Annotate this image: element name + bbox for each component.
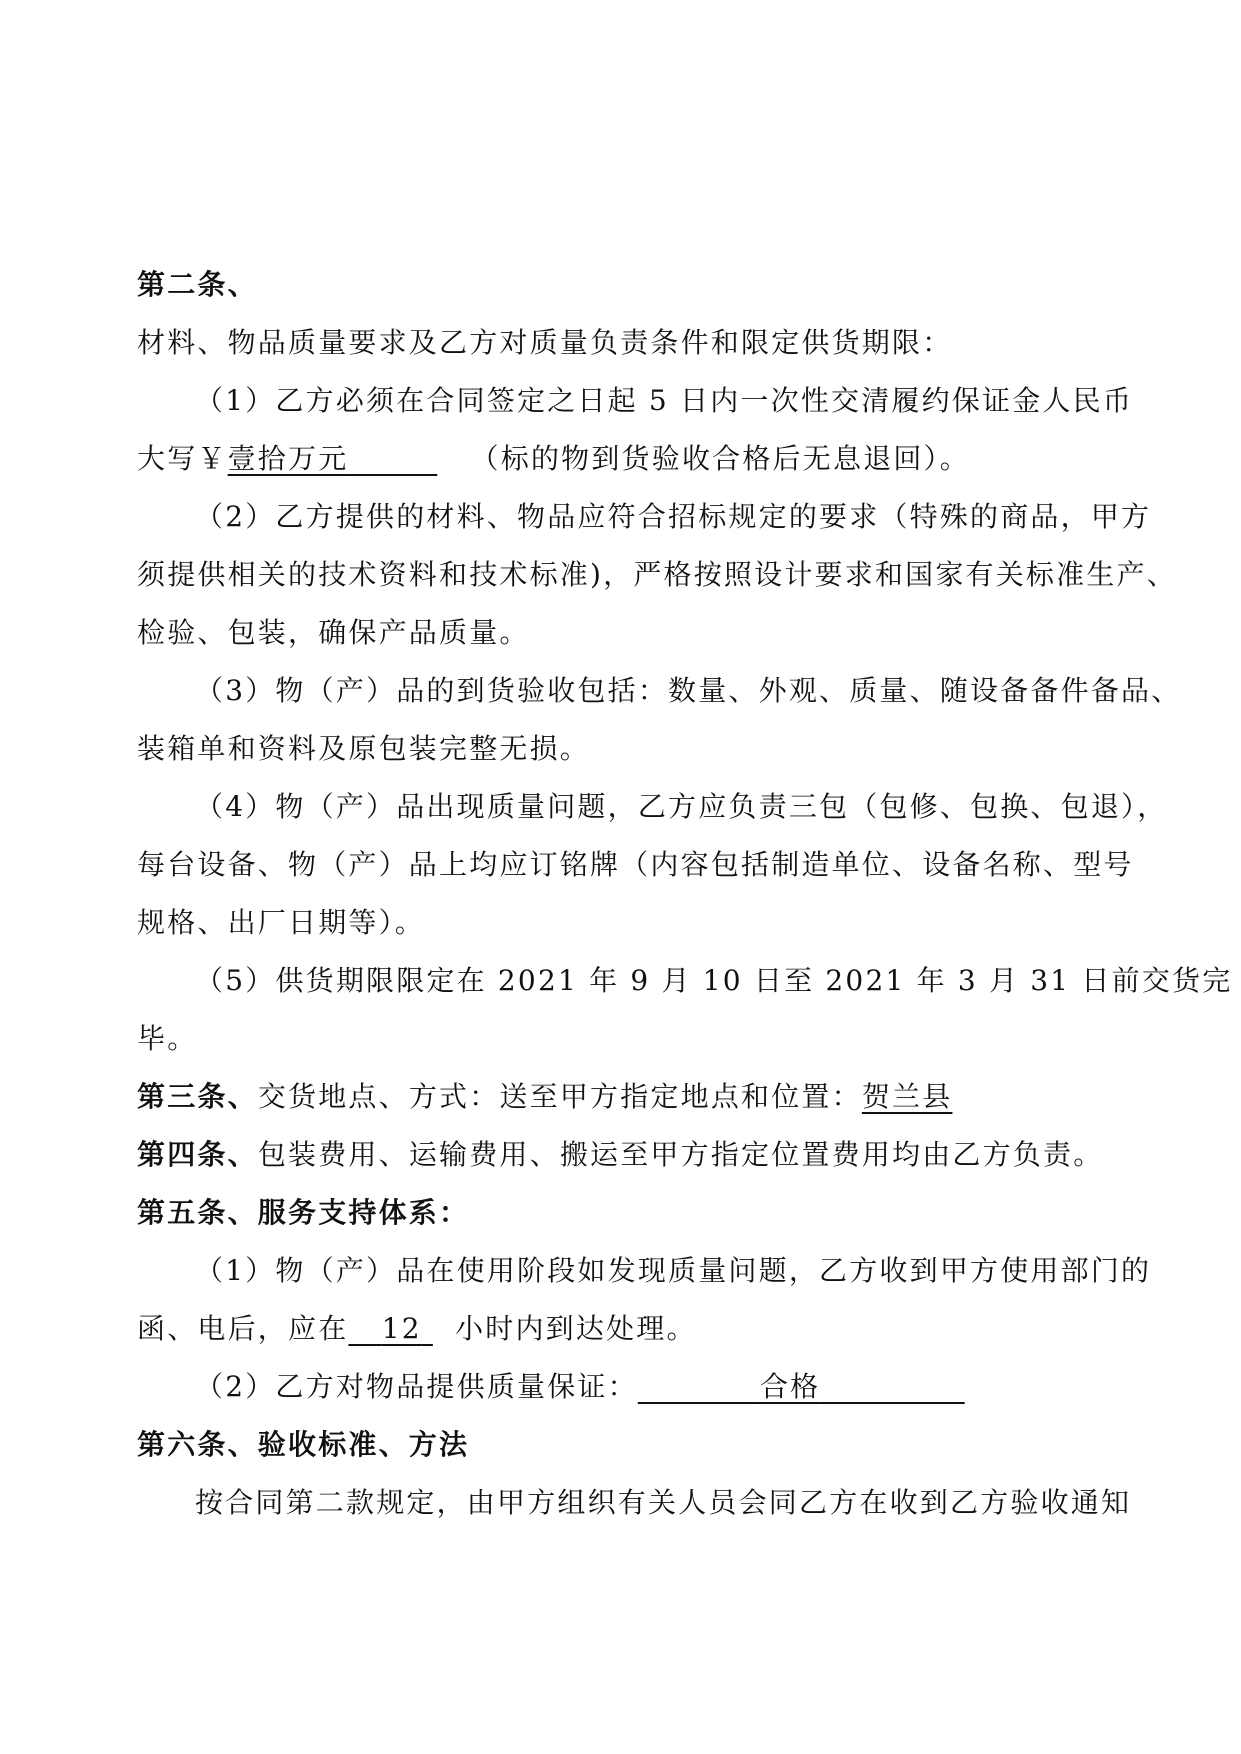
article5-item2-prefix: （2）乙方对物品提供质量保证： [195, 1370, 638, 1403]
article2-item1-line1: （1）乙方必须在合同签定之日起 5 日内一次性交清履约保证金人民币 [195, 384, 1134, 417]
article5-item1-line1: （1）物（产）品在使用阶段如发现质量问题，乙方收到甲方使用部门的 [195, 1254, 1152, 1287]
response-hours: 12 [381, 1312, 422, 1345]
article6-heading: 第六条、验收标准、方法 [137, 1428, 470, 1461]
article3-heading: 第三条、 [137, 1080, 258, 1113]
article3-text: 交货地点、方式：送至甲方指定地点和位置： [257, 1080, 862, 1113]
article2-item1-line2 [137, 430, 1117, 488]
article5-item1-line2 [137, 1300, 1117, 1358]
article2-item3-line1: （3）物（产）品的到货验收包括：数量、外观、质量、随设备备件备品、 [195, 674, 1182, 707]
article4-text: 包装费用、运输费用、搬运至甲方指定位置费用均由乙方负责。 [257, 1138, 1104, 1171]
article2-heading: 第二条、 [137, 268, 258, 301]
article4 [137, 1126, 1117, 1184]
article5-item2 [137, 1358, 1117, 1416]
article5-item1-prefix: 函、电后，应在 [137, 1312, 349, 1345]
quality-guarantee: 合格 [759, 1370, 821, 1403]
article2-item4-line3: 规格、出厂日期等）。 [137, 906, 426, 939]
article2-intro: 材料、物品质量要求及乙方对质量负责条件和限定供货期限： [137, 326, 953, 359]
article2-item3-line2: 装箱单和资料及原包装完整无损。 [137, 732, 591, 765]
article2-item2-line2: 须提供相关的技术资料和技术标准)，严格按照设计要求和国家有关标准生产、 [137, 558, 1177, 591]
article2-item4-line1: （4）物（产）品出现质量问题，乙方应负责三包（包修、包换、包退）， [195, 790, 1168, 823]
item1-suffix: （标的物到货验收合格后无息退回）。 [470, 442, 970, 475]
article2-item2-line3: 检验、包装，确保产品质量。 [137, 616, 530, 649]
article3 [137, 1068, 1117, 1126]
item1-prefix: 大写￥ [137, 442, 228, 475]
article2-item2-line1: （2）乙方提供的材料、物品应符合招标规定的要求（特殊的商品，甲方 [195, 500, 1152, 533]
delivery-location: 贺兰县 [861, 1080, 953, 1113]
contract-body [137, 256, 1233, 1532]
article2-item5-line2: 毕。 [137, 1022, 198, 1055]
article2-item5-line1: （5）供货期限限定在 2021 年 9 月 10 日至 2021 年 3 月 31 日前交货完 [195, 964, 1233, 997]
article4-heading: 第四条、 [137, 1138, 258, 1171]
article2-item4-line2: 每台设备、物（产）品上均应订铭牌（内容包括制造单位、设备名称、型号 [137, 848, 1134, 881]
deposit-amount: 壹拾万元 [227, 442, 349, 475]
article5-item1-suffix: 小时内到达处理。 [455, 1312, 697, 1345]
article5-heading: 第五条、服务支持体系： [137, 1196, 470, 1229]
article6-line1: 按合同第二款规定，由甲方组织有关人员会同乙方在收到乙方验收通知 [195, 1486, 1132, 1519]
